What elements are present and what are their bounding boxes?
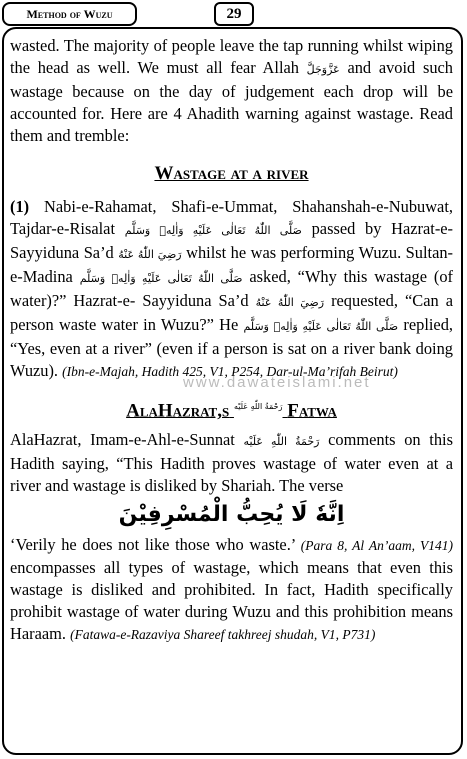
arabic-salutation: صَلَّى اللّٰهُ تَعَالٰى عَلَيْهِ وَاٰلِهٖ وَسَلَّم <box>124 224 302 237</box>
page-number: 29 <box>214 2 254 26</box>
hadith-number: (1) <box>10 197 30 216</box>
citation: (Para 8, Al An’aam, V141) <box>300 538 453 554</box>
arabic-honorific: رَحْمَةُ اللّٰهِ عَلَيْه <box>233 402 283 411</box>
fatwa-paragraph: AlaHazrat, Imam-e-Ahl-e-Sunnat رَحْمَةُ اللّٰهِ عَلَيْه comments on this Hadith saying, “This Hadith proves wastage of water even at a river and wastage is disliked by Shariah. The verse <box>10 430 453 496</box>
verse-explanation-paragraph: ‘Verily he does not like those who waste.’ (Para 8, Al An’aam, V141) encompasses all types of wastage, which means that even this wastage is disliked and prohibited. In fact, Hadith specifically prohibit wastage of water during Wuzu and this prohibition means Haraam. (Fatawa-e-Razaviya Shareef takhreej shudah, V1, P731) <box>10 535 453 644</box>
arabic-salutation: صَلَّى اللّٰهُ تَعَالٰى عَلَيْهِ وَاٰلِهٖ وَسَلَّم <box>79 272 243 285</box>
arabic-honorific: رَضِيَ اللّٰهُ عَنْهُ <box>255 296 325 309</box>
quran-verse: اِنَّهٗ لَا يُحِبُّ الْمُسْرِفِيْنَ <box>118 502 345 528</box>
arabic-salutation: صَلَّى اللّٰهُ تَعَالٰى عَلَيْهِ وَاٰلِهٖ وَسَلَّم <box>243 320 399 333</box>
arabic-honorific: رَحْمَةُ اللّٰهِ عَلَيْه <box>243 435 320 449</box>
intro-paragraph: wasted. The majority of people leave the tap running whilst wiping the head as well. We must all fear Allah عَزَّوَجَلَّ and avoid such wastage because on the day of judgement each drop will be accounted for. Here are 4 Ahadith warning against wastage. Read them and tremble: <box>10 36 453 145</box>
arabic-honorific: رَضِيَ اللّٰهُ عَنْهُ <box>118 248 182 261</box>
arabic-honorific: عَزَّوَجَلَّ <box>306 63 340 76</box>
watermark: www.dawateislami.net <box>183 374 371 391</box>
section-heading-fatwa: AlaHazrat,s رَحْمَةُ اللّٰهِ عَلَيْه Fatwa <box>10 395 453 423</box>
hadith-paragraph: (1) Nabi-e-Rahamat, Shafi-e-Ummat, Shahanshah-e-Nubuwat, Tajdar-e-Risalat صَلَّى اللّٰهُ تَعَالٰى عَلَيْهِ وَاٰلِهٖ وَسَلَّم passed by Hazrat-e- Sayyiduna Sa’d رَضِيَ اللّٰهُ عَنْهُ whilst he was performing Wuzu. Sultan-e-Madina صَلَّى اللّٰهُ تَعَالٰى عَلَيْهِ وَاٰلِهٖ وَسَلَّم asked, “Why this wastage (of water)?” Hazrat-e- Sayyiduna Sa’d رَضِيَ اللّٰهُ عَنْهُ requested, “Can a person waste water in Wuzu?” He صَلَّى اللّٰهُ تَعَالٰى عَلَيْهِ وَاٰلِهٖ وَسَلَّم replied, “Yes, even at a river” (even if a person is sat on a river bank doing Wuzu). (Ibn-e-Majah, Hadith 425, V1, P254, Dar-ul-Ma’rifah Beirut) <box>10 197 454 380</box>
section-heading-wastage: Wastage at a river <box>154 163 309 184</box>
citation: (Ibn-e-Majah, Hadith 425, V1, P254, Dar-ul-Ma’rifah Beirut) <box>62 364 398 379</box>
citation: (Fatawa-e-Razaviya Shareef takhreej shudah, V1, P731) <box>70 627 376 643</box>
page-content <box>10 35 453 646</box>
book-title: Method of Wuzu <box>2 2 137 26</box>
